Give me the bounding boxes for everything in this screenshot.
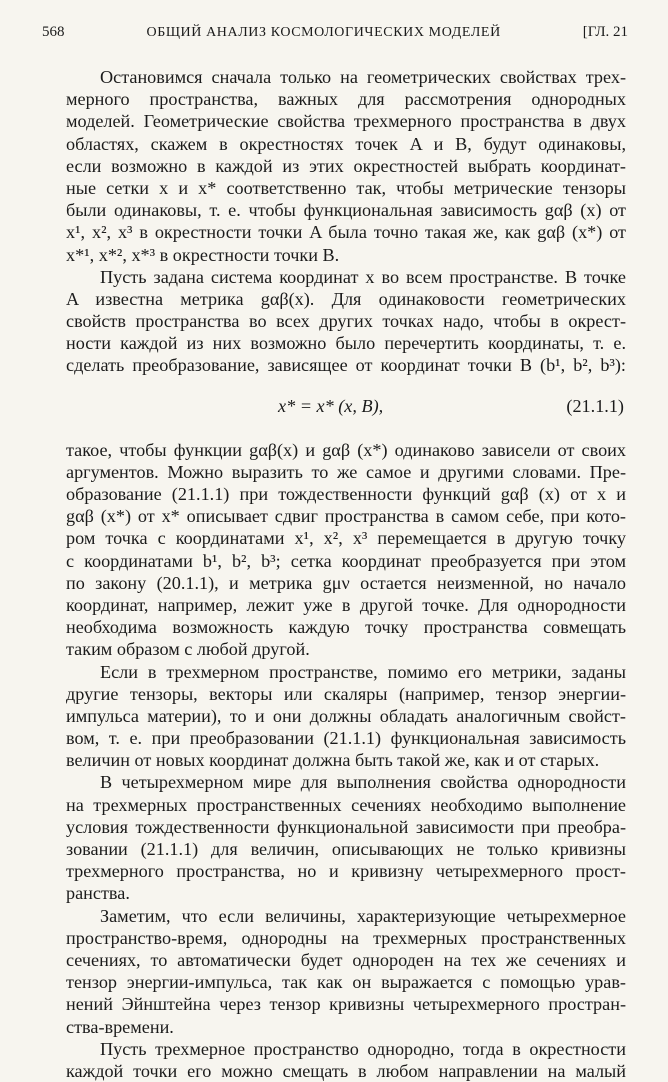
paragraph bbox=[66, 905, 626, 1038]
text-line: пространство-время, однородны на трехмерных пространственных bbox=[66, 927, 626, 948]
text-line: A известна метрика gαβ(x). Для одинаковости геометрических bbox=[66, 288, 626, 309]
text-line: такое, чтобы функции gαβ(x) и gαβ (x*) одинаково зависели от своих bbox=[66, 439, 626, 460]
body-text bbox=[66, 66, 626, 1082]
text-line: с координатами b¹, b², b³; сетка координат преобразуется при этом bbox=[66, 550, 626, 571]
chapter-label: [ГЛ. 21 bbox=[582, 24, 628, 40]
text-line: нений Эйнштейна через тензор кривизны четырехмерного простран- bbox=[66, 994, 626, 1015]
paragraph bbox=[66, 439, 626, 661]
text-line: тензор энергии-импульса, так как он выражается с помощью урав- bbox=[66, 972, 626, 993]
text-line: трехмерного пространства, но и кривизну четырехмерного прост- bbox=[66, 861, 626, 882]
text-line: необходима возможность каждую точку пространства совмещать bbox=[66, 617, 626, 638]
text-line: были одинаковы, т. е. чтобы функциональная зависимость gαβ (x) от bbox=[66, 200, 626, 221]
text-line: аргументов. Можно выразить то же самое и другими словами. Пре- bbox=[66, 461, 626, 482]
paragraph bbox=[66, 771, 626, 904]
equation-number: (21.1.1) bbox=[566, 395, 624, 416]
running-title: ОБЩИЙ АНАЛИЗ КОСМОЛОГИЧЕСКИХ МОДЕЛЕЙ bbox=[146, 25, 501, 40]
text-line: сечениях, то автоматически будет однороден на тех же сечениях и bbox=[66, 949, 626, 970]
equation-21-1-1 bbox=[66, 393, 626, 437]
text-line: Заметим, что если величины, характеризующие четырехмерное bbox=[100, 905, 626, 926]
text-line: по закону (20.1.1), и метрика gμν остается неизменной, но начало bbox=[66, 572, 626, 593]
text-line: gαβ (x*) от x* описывает сдвиг пространства в самом себе, при кото- bbox=[66, 506, 626, 527]
paragraph bbox=[66, 66, 626, 266]
text-line: Остановимся сначала только на геометрических свойствах трех- bbox=[100, 67, 626, 87]
text-line: Пусть трехмерное пространство однородно, тогда в окрестности bbox=[100, 1038, 626, 1059]
equation-expression: x* = x* (x, B), bbox=[278, 395, 384, 416]
text-line: Если в трехмерном пространстве, помимо его метрики, заданы bbox=[100, 661, 626, 682]
text-line: x¹, x², x³ в окрестности точки A была точно такая же, как gαβ (x*) от bbox=[66, 222, 626, 243]
text-line: свойств пространства во всех других точках надо, чтобы в окрест- bbox=[66, 311, 626, 332]
text-line: координат, например, лежит уже в другой точке. Для однородности bbox=[66, 594, 626, 615]
paragraph bbox=[66, 661, 626, 772]
text-line: величин от новых координат должна быть такой же, как и от старых. bbox=[66, 750, 600, 771]
paragraph bbox=[66, 1038, 626, 1082]
text-line: на трехмерных пространственных сечениях необходимо выполнение bbox=[66, 794, 626, 815]
text-line: таким образом с любой другой. bbox=[66, 639, 310, 660]
text-line: В четырехмерном мире для выполнения свойства однородности bbox=[100, 772, 626, 793]
running-header bbox=[42, 24, 628, 48]
text-line: вом, т. е. при преобразовании (21.1.1) функциональная зависимость bbox=[66, 728, 626, 749]
text-line: Пусть задана система координат x во всем пространстве. В точке bbox=[100, 266, 626, 287]
text-line: условия тождественности функциональной зависимости при преобра- bbox=[66, 816, 626, 837]
text-line: ства-времени. bbox=[66, 1016, 174, 1037]
text-line: импульса материи), то и они должны обладать аналогичным свойст- bbox=[66, 705, 626, 726]
text-line: зовании (21.1.1) для величин, описывающих не только кривизны bbox=[66, 839, 626, 859]
text-line: каждой точки его можно смещать в любом направлении на малый bbox=[66, 1060, 626, 1081]
text-line: мерного пространства, важных для рассмотрения однородных bbox=[66, 89, 626, 110]
text-line: другие тензоры, векторы или скаляры (например, тензор энергии- bbox=[66, 683, 626, 704]
page-number: 568 bbox=[42, 24, 65, 40]
text-line: ранства. bbox=[66, 883, 130, 904]
text-line: областях, скажем в окрестностях точек A и B, будут одинаковы, bbox=[66, 133, 626, 154]
text-line: моделей. Геометрические свойства трехмерного пространства в двух bbox=[66, 111, 626, 132]
paragraph bbox=[66, 266, 626, 377]
text-line: ром точка с координатами x¹, x², x³ перемещается в другую точку bbox=[66, 528, 626, 549]
text-line: сделать преобразование, зависящее от координат точки B (b¹, b², b³): bbox=[66, 355, 626, 376]
text-line: ности каждой из них возможно было перечертить координаты, т. е. bbox=[66, 333, 626, 354]
text-line: если возможно в каждой из этих окрестностей выбрать координат- bbox=[66, 155, 626, 176]
text-line: ные сетки x и x* соответственно так, чтобы метрические тензоры bbox=[66, 177, 626, 198]
text-line: x*¹, x*², x*³ в окрестности точки B. bbox=[66, 244, 340, 265]
text-line: образование (21.1.1) при тождественности функций gαβ (x) от x и bbox=[66, 484, 626, 504]
